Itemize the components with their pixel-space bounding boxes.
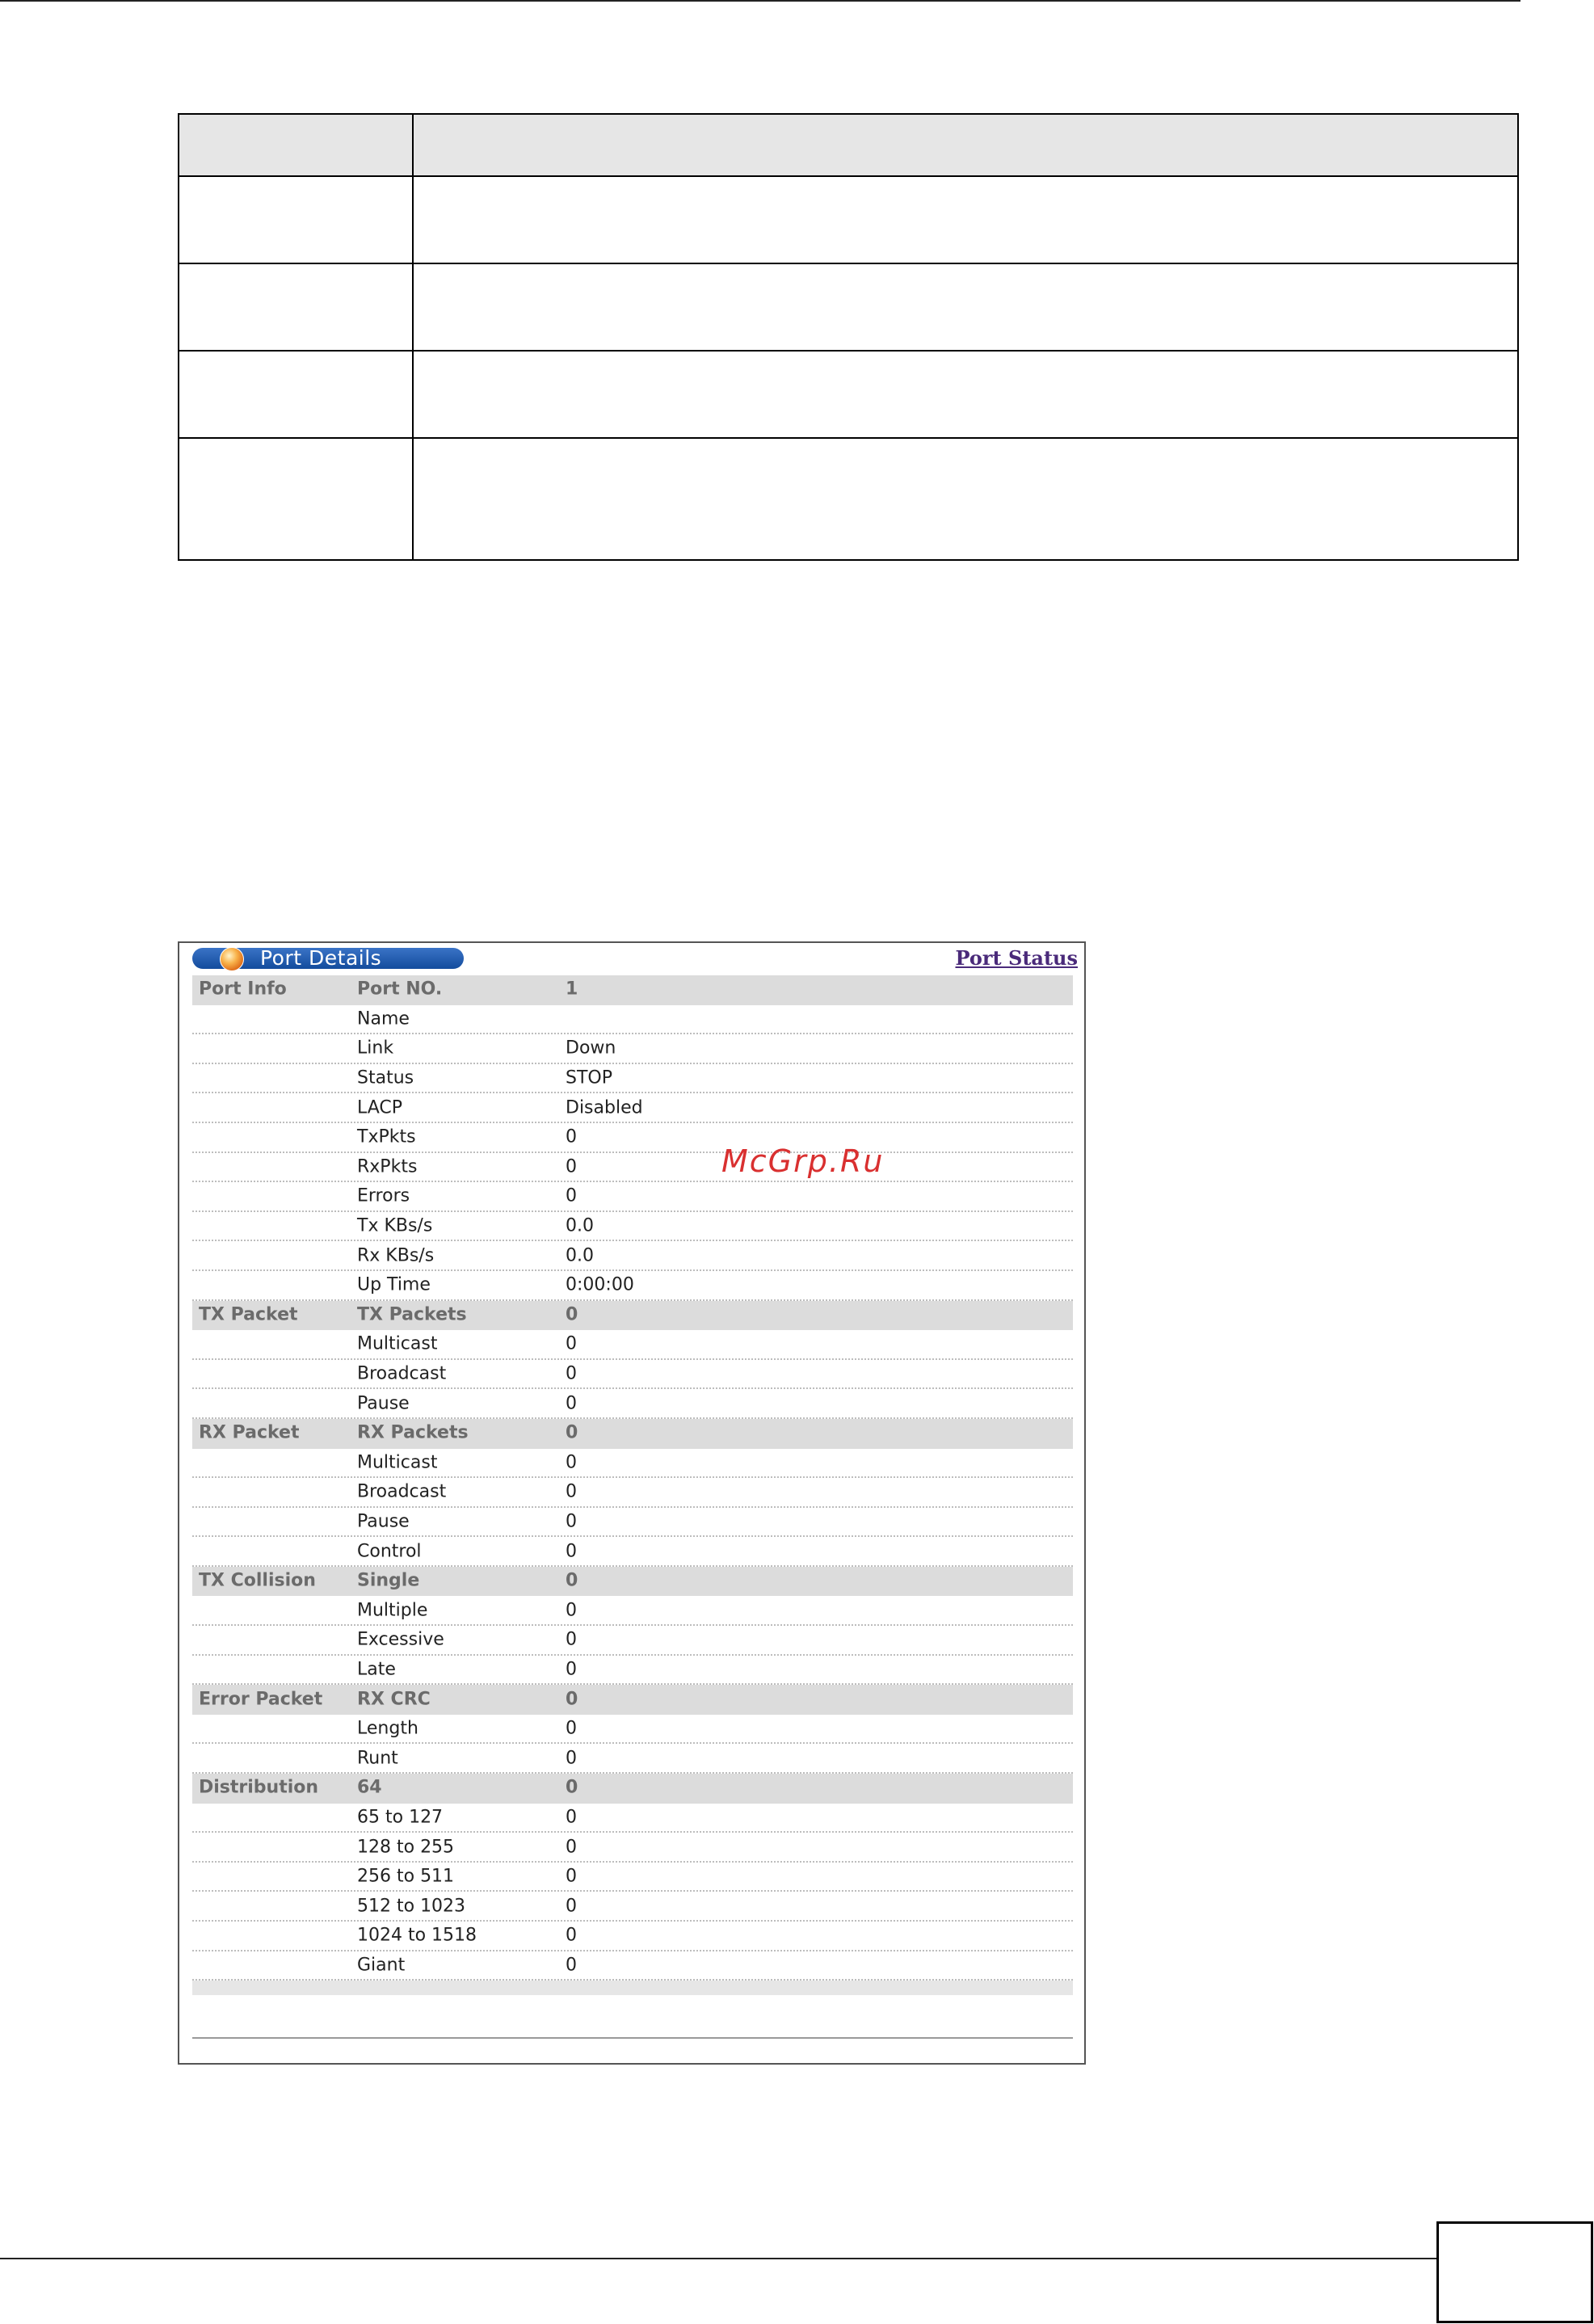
field-label: Single bbox=[357, 1570, 420, 1591]
stats-row bbox=[192, 1034, 1073, 1064]
field-label: Rx KBs/s bbox=[357, 1245, 435, 1266]
field-value: 0 bbox=[566, 1452, 577, 1473]
stats-group-row bbox=[192, 1419, 1073, 1449]
stats-row bbox=[192, 1715, 1073, 1745]
field-value: 0 bbox=[566, 1689, 578, 1710]
description-table-row bbox=[179, 264, 1517, 352]
field-value: STOP bbox=[566, 1067, 612, 1088]
field-value: 0 bbox=[566, 1629, 577, 1650]
field-value: Disabled bbox=[566, 1097, 643, 1118]
field-label: TX Packets bbox=[357, 1304, 467, 1325]
field-value: 0 bbox=[566, 1156, 577, 1177]
field-value: 0 bbox=[566, 1718, 577, 1739]
field-label: Name bbox=[357, 1008, 410, 1029]
field-label: Giant bbox=[357, 1955, 406, 1976]
field-label: Late bbox=[357, 1659, 396, 1680]
field-label: Multiple bbox=[357, 1600, 428, 1621]
stats-row bbox=[192, 1330, 1073, 1360]
group-label: TX Collision bbox=[199, 1570, 316, 1591]
field-value: 0 bbox=[566, 1896, 577, 1917]
panel-bottom-rule bbox=[192, 2037, 1073, 2039]
page-number-box bbox=[1436, 2221, 1593, 2323]
field-label: Tx KBs/s bbox=[357, 1215, 433, 1236]
bottom-rule bbox=[0, 2258, 1436, 2259]
stats-group-row bbox=[192, 1774, 1073, 1804]
field-value: 0 bbox=[566, 1126, 577, 1147]
stats-row bbox=[192, 1744, 1073, 1774]
field-value: 0 bbox=[566, 1807, 577, 1828]
field-value: 0 bbox=[566, 1185, 577, 1206]
field-label: Excessive bbox=[357, 1629, 444, 1650]
field-label: 64 bbox=[357, 1777, 382, 1798]
field-value: Down bbox=[566, 1038, 616, 1059]
description-table-column-divider bbox=[412, 115, 414, 559]
port-status-link[interactable]: Port Status bbox=[955, 946, 1078, 970]
group-label: RX Packet bbox=[199, 1422, 300, 1443]
stats-group-row bbox=[192, 1567, 1073, 1597]
stats-row bbox=[192, 1922, 1073, 1951]
field-label: Up Time bbox=[357, 1274, 431, 1295]
field-label: Status bbox=[357, 1067, 414, 1088]
description-table-header bbox=[179, 115, 1517, 177]
field-value: 0 bbox=[566, 1748, 577, 1769]
field-value: 0 bbox=[566, 1866, 577, 1887]
field-value: 0 bbox=[566, 1777, 578, 1798]
stats-row bbox=[192, 1449, 1073, 1479]
stats-row bbox=[192, 1833, 1073, 1863]
description-table-row bbox=[179, 352, 1517, 439]
stats-row bbox=[192, 1123, 1073, 1153]
field-value: 0 bbox=[566, 1363, 577, 1384]
field-value: 0 bbox=[566, 1333, 577, 1354]
field-label: 512 to 1023 bbox=[357, 1896, 466, 1917]
field-label: Port NO. bbox=[357, 979, 443, 1000]
field-value: 0 bbox=[566, 1600, 577, 1621]
stats-group-row bbox=[192, 1685, 1073, 1715]
field-label: TxPkts bbox=[357, 1126, 416, 1147]
field-value: 0.0 bbox=[566, 1245, 594, 1266]
field-value: 0 bbox=[566, 1541, 577, 1562]
field-value: 0:00:00 bbox=[566, 1274, 634, 1295]
group-label: Port Info bbox=[199, 979, 287, 1000]
port-statistics-table bbox=[192, 975, 1073, 1995]
top-rule bbox=[0, 0, 1520, 2]
field-value: 0 bbox=[566, 1955, 577, 1976]
panel-title-bar bbox=[192, 948, 464, 969]
group-label: Error Packet bbox=[199, 1689, 323, 1710]
stats-row bbox=[192, 1064, 1073, 1094]
stats-row bbox=[192, 1537, 1073, 1567]
field-label: LACP bbox=[357, 1097, 403, 1118]
field-label: Broadcast bbox=[357, 1481, 447, 1502]
field-value: 0 bbox=[566, 1304, 578, 1325]
stats-row bbox=[192, 1182, 1073, 1212]
field-value: 0 bbox=[566, 1837, 577, 1858]
stats-footer-band bbox=[192, 1981, 1073, 1995]
stats-row bbox=[192, 1271, 1073, 1301]
field-value: 0 bbox=[566, 1481, 577, 1502]
stats-row bbox=[192, 1951, 1073, 1981]
field-value: 0.0 bbox=[566, 1215, 594, 1236]
field-label: 65 to 127 bbox=[357, 1807, 444, 1828]
stats-row bbox=[192, 1626, 1073, 1656]
field-label: Broadcast bbox=[357, 1363, 447, 1384]
field-value: 0 bbox=[566, 1393, 577, 1414]
field-label: 256 to 511 bbox=[357, 1866, 455, 1887]
field-value: 0 bbox=[566, 1570, 578, 1591]
stats-row bbox=[192, 1005, 1073, 1035]
description-table-row bbox=[179, 177, 1517, 264]
field-label: Control bbox=[357, 1541, 422, 1562]
field-label: 1024 to 1518 bbox=[357, 1925, 477, 1946]
description-table-row bbox=[179, 439, 1517, 559]
field-label: Pause bbox=[357, 1511, 410, 1532]
field-label: Link bbox=[357, 1038, 394, 1059]
group-label: TX Packet bbox=[199, 1304, 298, 1325]
field-label: Multicast bbox=[357, 1333, 438, 1354]
field-label: RX Packets bbox=[357, 1422, 469, 1443]
stats-group-row bbox=[192, 975, 1073, 1005]
stats-row bbox=[192, 1656, 1073, 1686]
stats-row bbox=[192, 1596, 1073, 1626]
field-label: Runt bbox=[357, 1748, 398, 1769]
field-value: 0 bbox=[566, 1511, 577, 1532]
group-label: Distribution bbox=[199, 1777, 319, 1798]
stats-row bbox=[192, 1863, 1073, 1892]
stats-row bbox=[192, 1241, 1073, 1271]
orb-icon bbox=[220, 947, 244, 971]
stats-row bbox=[192, 1153, 1073, 1183]
stats-row bbox=[192, 1093, 1073, 1123]
field-label: Pause bbox=[357, 1393, 410, 1414]
field-label: RX CRC bbox=[357, 1689, 431, 1710]
field-value: 0 bbox=[566, 1422, 578, 1443]
description-table bbox=[178, 113, 1519, 561]
field-label: RxPkts bbox=[357, 1156, 418, 1177]
field-value: 1 bbox=[566, 979, 578, 1000]
stats-row bbox=[192, 1360, 1073, 1390]
stats-row bbox=[192, 1892, 1073, 1922]
field-label: Errors bbox=[357, 1185, 410, 1206]
stats-group-row bbox=[192, 1301, 1073, 1331]
watermark: McGrp.Ru bbox=[721, 1143, 885, 1179]
port-details-panel bbox=[178, 941, 1086, 2065]
field-value: 0 bbox=[566, 1925, 577, 1946]
stats-row bbox=[192, 1212, 1073, 1242]
stats-row bbox=[192, 1804, 1073, 1834]
stats-row bbox=[192, 1508, 1073, 1538]
stats-row bbox=[192, 1478, 1073, 1508]
field-label: Multicast bbox=[357, 1452, 438, 1473]
field-label: Length bbox=[357, 1718, 418, 1739]
panel-title: Port Details bbox=[260, 946, 382, 970]
field-value: 0 bbox=[566, 1659, 577, 1680]
stats-row bbox=[192, 1389, 1073, 1419]
field-label: 128 to 255 bbox=[357, 1837, 455, 1858]
